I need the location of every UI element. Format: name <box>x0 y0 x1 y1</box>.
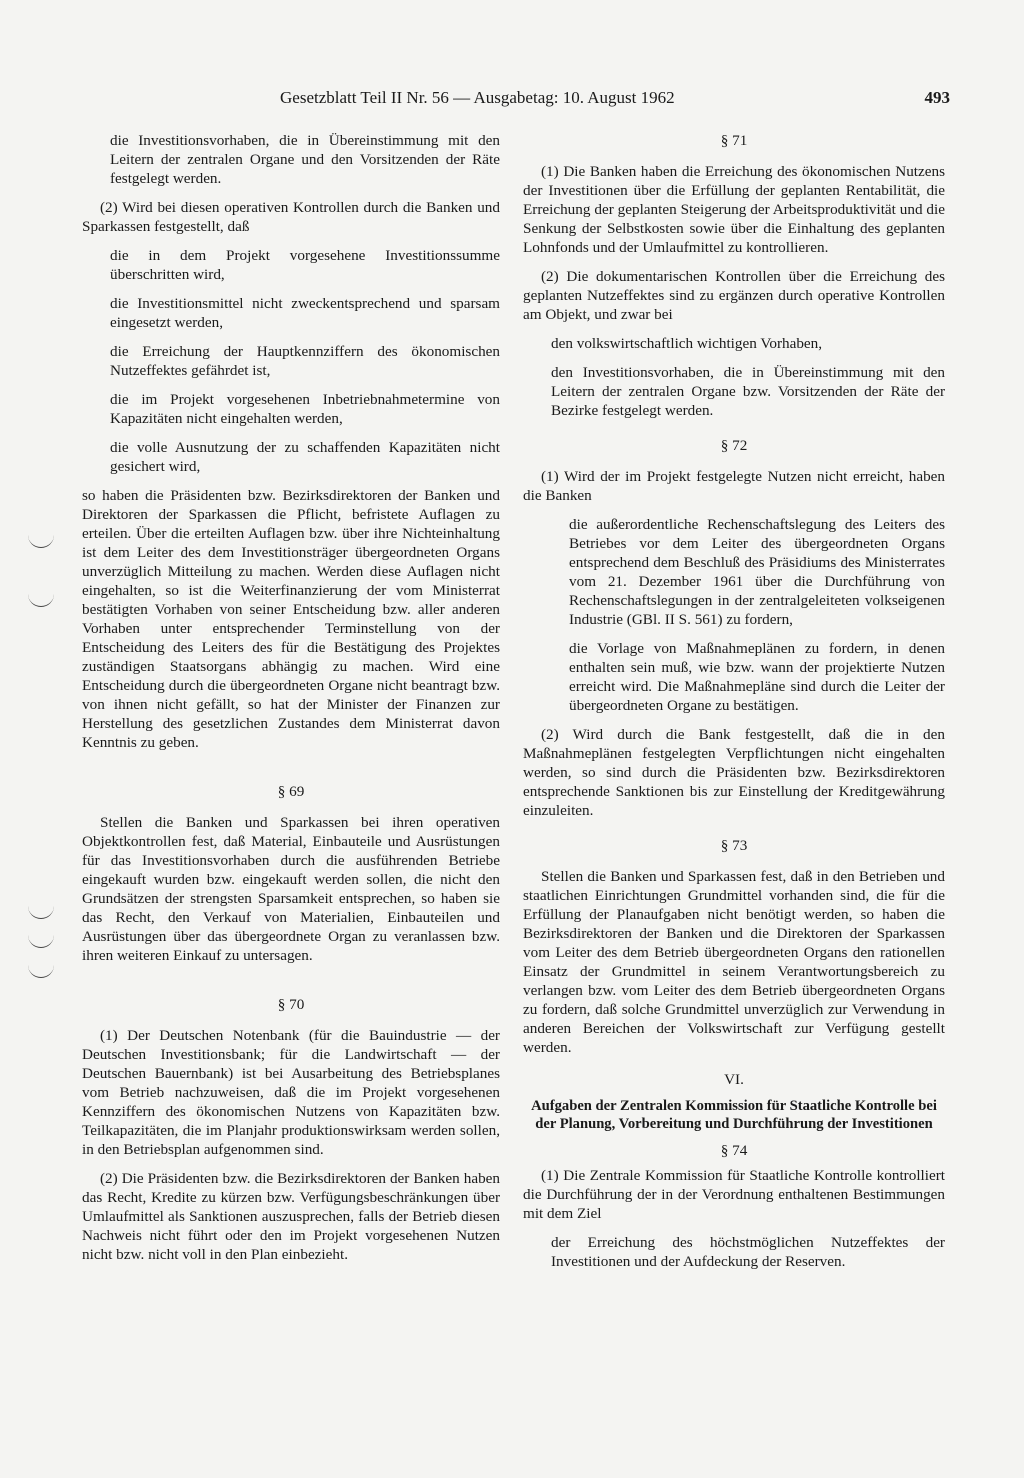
margin-pencil-mark <box>28 965 54 978</box>
paragraph: (1) Der Deutschen Notenbank (für die Bauindustrie — der Deutschen Investitionsbank; für die Landwirtschaft — der Deutschen Bauernbank) ist bei Ausarbeitung des Betriebsplanes vom Betrieb nachzuweisen, daß die im Projekt vorgesehenen Kennziffern des ökonomischen Nutzens von Kapazitäten bzw. Teilkapazitäten, die im Planjahr produktionswirksam werden sollen, in den Betriebsplan aufgenommen sind. <box>82 1027 500 1158</box>
paragraph: (2) Wird durch die Bank festgestellt, daß die in den Maßnahmeplänen festgelegten Verpflichtungen nicht eingehalten werden, so sind durch die Präsidenten bzw. Bezirksdirektoren entsprechende Sanktionen bis zur Einstellung der Kreditgewährung einzuleiten. <box>523 726 945 819</box>
list-item: den volkswirtschaftlich wichtigen Vorhaben, <box>551 335 823 352</box>
section-title-69: § 69 <box>277 783 305 800</box>
list-item: die Vorlage von Maßnahmeplänen zu fordern, in denen enthalten sein muß, wie bzw. wann der projektierte Nutzen erreicht wird. Die Maßnahmepläne sind durch die Leiter der übergeordneten Organe zu bestätigen. <box>569 640 945 714</box>
list-item: die Investitionsvorhaben, die in Übereinstimmung mit den Leitern der zentralen Organe und den Vorsitzenden der Räte festgelegt werden. <box>110 132 500 187</box>
section-title-71: § 71 <box>720 132 748 149</box>
list-item: die volle Ausnutzung der zu schaffenden Kapazitäten nicht gesichert wird, <box>110 439 500 475</box>
chapter-number: VI. <box>724 1071 744 1088</box>
page-header <box>280 88 950 114</box>
section-title-72: § 72 <box>720 437 748 454</box>
page-number: 493 <box>924 88 950 107</box>
right-column <box>523 131 945 1281</box>
list-item: die in dem Projekt vorgesehene Investitionssumme überschritten wird, <box>110 247 500 283</box>
paragraph: so haben die Präsidenten bzw. Bezirksdirektoren der Banken und Direktoren der Sparkassen die Pflicht, befristete Auflagen zu erteilen. Über die erteilten Auflagen bzw. über ihre Nichteinhaltung ist dem Leiter des dem Investitionsträger übergeordneten Organs unverzüglich Mitteilung zu machen. Werden diese Auflagen nicht eingehalten, so ist die Weiterfinanzierung der vom Ministerrat bestätigten Vorhaben von seiner Entscheidung bzw. aller anderen Vorhaben unter entsprechender Terminstellung von der Entscheidung des Leiters des für die Bestätigung des Projektes zuständigen Staatsorgans abhängig zu machen. Wird eine Entscheidung durch die übergeordneten Organe nicht beantragt bzw. von ihnen nicht gefällt, so hat der Minister der Finanzen zur Herstellung des gesetzlichen Zustandes dem Ministerrat davon Kenntnis zu geben. <box>82 487 500 751</box>
list-item: die Investitionsmittel nicht zweckentsprechend und sparsam eingesetzt werden, <box>110 295 500 331</box>
section-title-70: § 70 <box>277 996 305 1013</box>
left-column <box>82 131 500 1274</box>
list-item: die Erreichung der Hauptkennziffern des ökonomischen Nutzeffektes gefährdet ist, <box>110 343 500 379</box>
paragraph: (1) Die Zentrale Kommission für Staatliche Kontrolle kontrolliert die Durchführung der in der Verordnung enthaltenen Bestimmungen mit dem Ziel <box>523 1167 945 1222</box>
list-item: der Erreichung des höchstmöglichen Nutzeffektes der Investitionen und der Aufdeckung der Reserven. <box>551 1234 945 1270</box>
paragraph: Stellen die Banken und Sparkassen bei ihren operativen Objektkontrollen fest, daß Material, Einbauteile und Ausrüstungen für das Investitionsvorhaben durch die ausführenden Betriebe eingekauft wurden bzw. eingekauft werden sollen, die nicht den Grundsätzen der strengsten Sparsamkeit entsprechen, so haben sie das Recht, den Verkauf von Materialien, Einbauteilen und Ausrüstungen über das übergeordnete Organ zu veranlassen bzw. ihren weiteren Einkauf zu untersagen. <box>82 814 500 964</box>
list-item: den Investitionsvorhaben, die in Übereinstimmung mit den Leitern der zentralen Organe bzw. Vorsitzenden der Räte der Bezirke festgelegt werden. <box>551 364 945 419</box>
list-item: die außerordentliche Rechenschaftslegung des Leiters des Betriebes vor dem Leiter des übergeordneten Organs entsprechend dem Beschluß des Präsidiums des Ministerrates vom 21. Dezember 1961 über die Durchführung von Rechenschaftslegungen in der zentralgeleiteten volkseigenen Industrie (GBl. II S. 561) zu fordern, <box>569 516 945 628</box>
paragraph: (2) Die Präsidenten bzw. die Bezirksdirektoren der Banken haben das Recht, Kredite zu kürzen bzw. Verfügungsbeschränkungen über Umlaufmittel als Sanktionen auszusprechen, falls der Betrieb diesen Nachweis nicht führt oder den im Projekt vorgesehenen Nutzen nicht bzw. nicht voll in den Plan einbezieht. <box>82 1170 500 1263</box>
section-title-74: § 74 <box>720 1142 748 1159</box>
list-item: die im Projekt vorgesehenen Inbetriebnahmetermine von Kapazitäten nicht eingehalten werden, <box>110 391 500 427</box>
chapter-heading: Aufgaben der Zentralen Kommission für Staatliche Kontrolle bei der Planung, Vorbereitung und Durchführung der Investitionen <box>531 1098 937 1132</box>
header-title: Gesetzblatt Teil II Nr. 56 — Ausgabetag: 10. August 1962 <box>280 88 675 107</box>
section-title-73: § 73 <box>720 837 748 854</box>
margin-pencil-mark <box>28 535 54 548</box>
margin-pencil-mark <box>28 906 54 919</box>
margin-pencil-mark <box>28 935 54 948</box>
paragraph: (2) Die dokumentarischen Kontrollen über die Erreichung des geplanten Nutzeffektes sind zu ergänzen durch operative Kontrollen am Objekt, und zwar bei <box>523 268 945 323</box>
paragraph: Stellen die Banken und Sparkassen fest, daß in den Betrieben und staatlichen Einrichtungen Grundmittel vorhanden sind, die für die Erfüllung der Planaufgaben nicht benötigt werden, so haben die Bezirksdirektoren der Banken und die Direktoren der Sparkassen vom Leiter des dem Betrieb übergeordneten Organs den rationellen Einsatz der Grundmittel in seinem Verantwortungsbereich zu verlangen bzw. vom Leiter des dem Betrieb übergeordneten Organs zu fordern, daß solche Grundmittel unverzüglich zur Verwendung in anderen Bereichen der Volkswirtschaft zur Verfügung gestellt werden. <box>523 868 945 1056</box>
paragraph: (1) Die Banken haben die Erreichung des ökonomischen Nutzens der Investitionen über die Erfüllung der geplanten Rentabilität, die Erreichung der geplanten Steigerung der Arbeitsproduktivität und die Senkung der Selbstkosten sowie über die Einhaltung des geplanten Lohnfonds und der Umlaufmittel zu kontrollieren. <box>523 163 945 256</box>
margin-pencil-mark <box>28 594 54 607</box>
paragraph: (1) Wird der im Projekt festgelegte Nutzen nicht erreicht, haben die Banken <box>523 468 945 504</box>
paragraph: (2) Wird bei diesen operativen Kontrollen durch die Banken und Sparkassen festgestellt, daß <box>82 199 500 235</box>
